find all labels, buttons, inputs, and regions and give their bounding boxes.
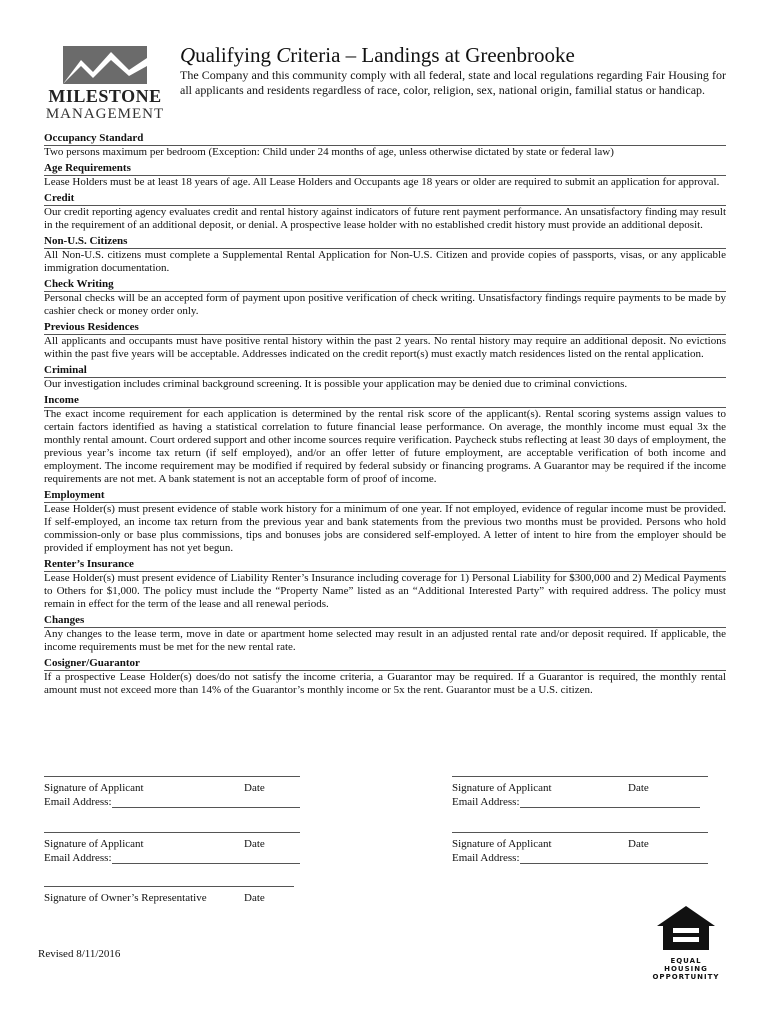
section-body: Any changes to the lease term, move in date or apartment home selected may result in an adjusted rental rate and/or deposit required. If applicable, the income requirements must be met for the new rental rate. — [44, 628, 726, 653]
section-heading: Check Writing — [44, 276, 726, 292]
criteria-section — [44, 392, 726, 486]
logo-line1: MILESTONE — [48, 86, 162, 106]
equal-housing-icon — [655, 904, 717, 952]
section-heading: Previous Residences — [44, 319, 726, 335]
revision-date: Revised 8/11/2016 — [38, 948, 121, 960]
section-heading: Credit — [44, 190, 726, 206]
criteria-section — [44, 655, 726, 697]
section-body: Personal checks will be an accepted form of payment upon positive verification of check writing. Unsatisfactory findings require payments to be made by cashier check or money order only. — [44, 292, 726, 317]
section-body: If a prospective Lease Holder(s) does/do not satisfy the income criteria, a Guarantor may be required. If a Guarantor is required, the monthly rental amount must not exceed more than 14% of the Guarantor’s monthly income or 5x the rent. Guarantor must be a U.S. citizen. — [44, 671, 726, 696]
section-heading: Renter’s Insurance — [44, 556, 726, 572]
section-body: Our investigation includes criminal background screening. It is possible your application may be denied due to criminal convictions. — [44, 378, 628, 390]
criteria-sections — [44, 130, 726, 698]
section-heading: Non-U.S. Citizens — [44, 233, 726, 249]
section-heading: Age Requirements — [44, 160, 726, 176]
owner-signature[interactable]: Signature of Owner’s Representative Date — [44, 886, 294, 887]
email-field[interactable]: Email Address: — [44, 852, 300, 864]
email-field[interactable]: Email Address: — [452, 852, 708, 864]
section-heading: Income — [44, 392, 726, 408]
applicant-signature-1[interactable]: Signature of Applicant Date Email Address: — [44, 776, 300, 777]
page-title: Qualifying Criteria – Landings at Greenbrooke — [180, 43, 575, 67]
mountain-logo-icon — [63, 46, 147, 84]
section-body: Our credit reporting agency evaluates credit and rental history against indicators of future rent payment performance. An unsatisfactory finding may result in the requirement of an additional deposit, or denial. A prospective lease holder with no established credit history must provide an additional deposit. — [44, 206, 726, 231]
criteria-section — [44, 130, 726, 159]
section-body: The exact income requirement for each application is determined by the rental risk score of the applicant(s). Rental scoring systems assign values to certain factors identified as having a statistical correlation to future financial lease performance. On average, the monthly income must equal 3x the monthly rental amount. Court ordered support and other income sources require verification. Paycheck stubs reflecting at least 30 days of employment, the previous year’s income tax return (if self employed), and/or an offer letter of future employment, are acceptable verification of both income and employment. The income requirement may be modified if required by federal subsidy or financing programs. A Guarantor may be required if the income requirements are not met. A bank statement is not an acceptable form of proof of income. — [44, 408, 726, 485]
criteria-section — [44, 612, 726, 654]
applicant-signature-4[interactable]: Signature of Applicant Date Email Address: — [452, 832, 708, 833]
criteria-section — [44, 556, 726, 611]
section-heading: Changes — [44, 612, 726, 628]
section-body: Two persons maximum per bedroom (Exception: Child under 24 months of age, unless otherwise dictated by state or federal law) — [44, 146, 614, 158]
fair-housing-statement: The Company and this community comply with all federal, state and local regulations regarding Fair Housing for all applicants and residents regardless of race, color, religion, sex, national origin, familial status or handicap. — [180, 68, 726, 97]
applicant-signature-2[interactable]: Signature of Applicant Date Email Address: — [452, 776, 708, 777]
logo-line2: MANAGEMENT — [45, 106, 165, 122]
applicant-signature-3[interactable]: Signature of Applicant Date Email Address: — [44, 832, 300, 833]
email-field[interactable]: Email Address: — [44, 796, 300, 808]
criteria-section — [44, 487, 726, 555]
section-heading: Employment — [44, 487, 726, 503]
section-heading: Occupancy Standard — [44, 130, 726, 146]
criteria-section — [44, 233, 726, 275]
company-logo — [40, 46, 170, 123]
equal-housing-logo: EQUAL HOUSING OPPORTUNITY — [648, 904, 724, 981]
section-body: All Non-U.S. citizens must complete a Supplemental Rental Application for Non-U.S. Citizen and provide copies of passports, visas, or any applicable immigration documentation. — [44, 249, 726, 274]
criteria-section — [44, 190, 726, 232]
section-body: Lease Holders must be at least 18 years of age. All Lease Holders and Occupants age 18 years or older are required to submit an application for approval. — [44, 176, 720, 188]
criteria-section — [44, 160, 726, 189]
section-heading: Cosigner/Guarantor — [44, 655, 726, 671]
section-body: Lease Holder(s) must present evidence of stable work history for a minimum of one year. If not employed, evidence of regular income must be provided. If self-employed, an income tax return from the previous year and bank statements from the previous two months must be provided. Persons who hold commission-only or base plus commissions, tips and bonuses jobs are considered self-employed. A letter of intent to hire from the employer should be provided if employment has not yet begun. — [44, 503, 726, 554]
section-heading: Criminal — [44, 362, 726, 378]
criteria-section — [44, 276, 726, 318]
criteria-section — [44, 362, 726, 391]
email-field[interactable]: Email Address: — [452, 796, 700, 808]
section-body: Lease Holder(s) must present evidence of Liability Renter’s Insurance including coverage for 1) Personal Liability for $300,000 and 2) Medical Payments to Others for $1,000. The policy must include the “Property Name” listed as an “Additional Interested Party” with required address. The policy must remain in effect for the term of the lease and all renewal periods. — [44, 572, 726, 610]
criteria-section — [44, 319, 726, 361]
section-body: All applicants and occupants must have positive rental history within the past 2 years. No rental history may require an additional deposit. No evictions within the past five years will be acceptable. Addresses indicated on the credit report(s) must exactly match residences listed on the rental application. — [44, 335, 726, 360]
